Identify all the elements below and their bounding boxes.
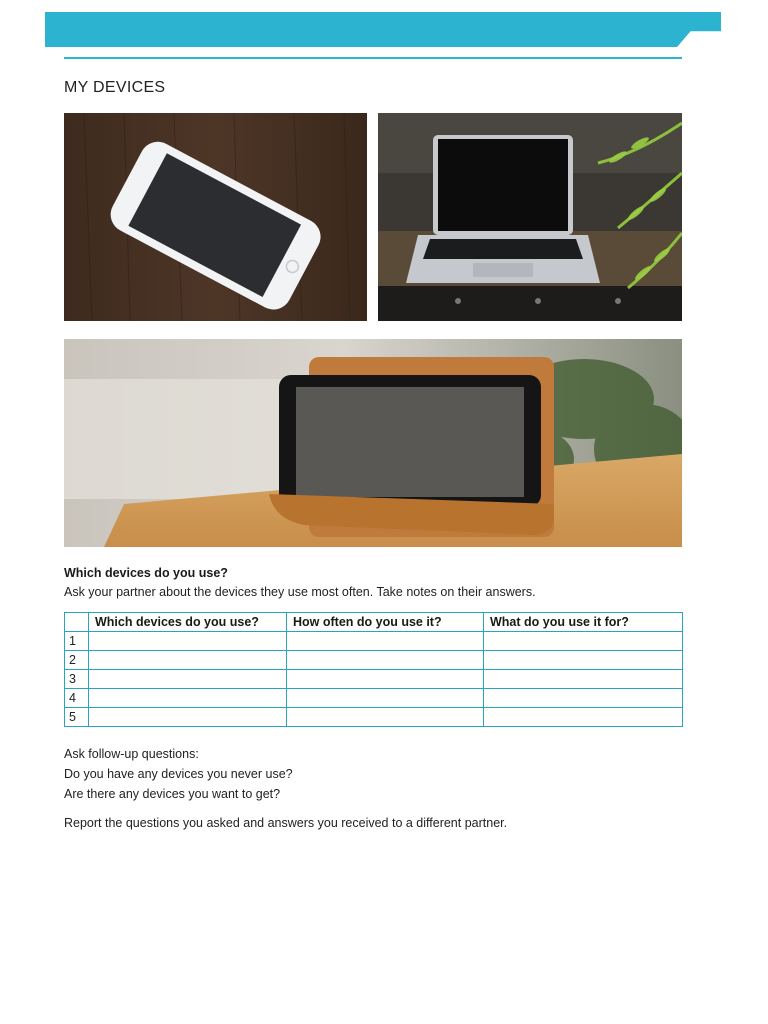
device-cell[interactable] <box>89 632 287 651</box>
row-number: 4 <box>65 689 89 708</box>
column-header-devices: Which devices do you use? <box>89 613 287 632</box>
header-banner <box>45 12 721 47</box>
table-header-row <box>65 613 683 632</box>
device-cell[interactable] <box>89 708 287 727</box>
column-header-purpose: What do you use it for? <box>484 613 683 632</box>
activity-instruction: Ask your partner about the devices they use most often. Take notes on their answers. <box>64 585 536 599</box>
followup-title: Ask follow-up questions: <box>64 747 199 761</box>
followup-question: Do you have any devices you never use? <box>64 767 293 781</box>
row-number: 5 <box>65 708 89 727</box>
row-number: 3 <box>65 670 89 689</box>
device-cell[interactable] <box>89 670 287 689</box>
row-number: 1 <box>65 632 89 651</box>
report-instruction: Report the questions you asked and answers you received to a different partner. <box>64 816 508 830</box>
purpose-cell[interactable] <box>484 670 683 689</box>
table-row <box>65 670 683 689</box>
activity-heading: Which devices do you use? <box>64 566 228 580</box>
devices-table <box>64 612 683 727</box>
frequency-cell[interactable] <box>287 670 484 689</box>
header-divider <box>64 57 682 59</box>
purpose-cell[interactable] <box>484 632 683 651</box>
purpose-cell[interactable] <box>484 651 683 670</box>
followup-question: Are there any devices you want to get? <box>64 787 281 801</box>
table-row <box>65 708 683 727</box>
frequency-cell[interactable] <box>287 708 484 727</box>
column-header-frequency: How often do you use it? <box>287 613 484 632</box>
frequency-cell[interactable] <box>287 651 484 670</box>
device-cell[interactable] <box>89 651 287 670</box>
row-number: 2 <box>65 651 89 670</box>
frequency-cell[interactable] <box>287 689 484 708</box>
followup-section <box>64 744 293 804</box>
frequency-cell[interactable] <box>287 632 484 651</box>
table-row <box>65 632 683 651</box>
device-cell[interactable] <box>89 689 287 708</box>
table-row <box>65 651 683 670</box>
column-header-number <box>65 613 89 632</box>
purpose-cell[interactable] <box>484 708 683 727</box>
smartphone-photo <box>64 113 367 321</box>
table-row <box>65 689 683 708</box>
page-title: MY DEVICES <box>64 79 166 96</box>
tablet-photo <box>64 339 682 547</box>
laptop-photo <box>378 113 682 321</box>
purpose-cell[interactable] <box>484 689 683 708</box>
